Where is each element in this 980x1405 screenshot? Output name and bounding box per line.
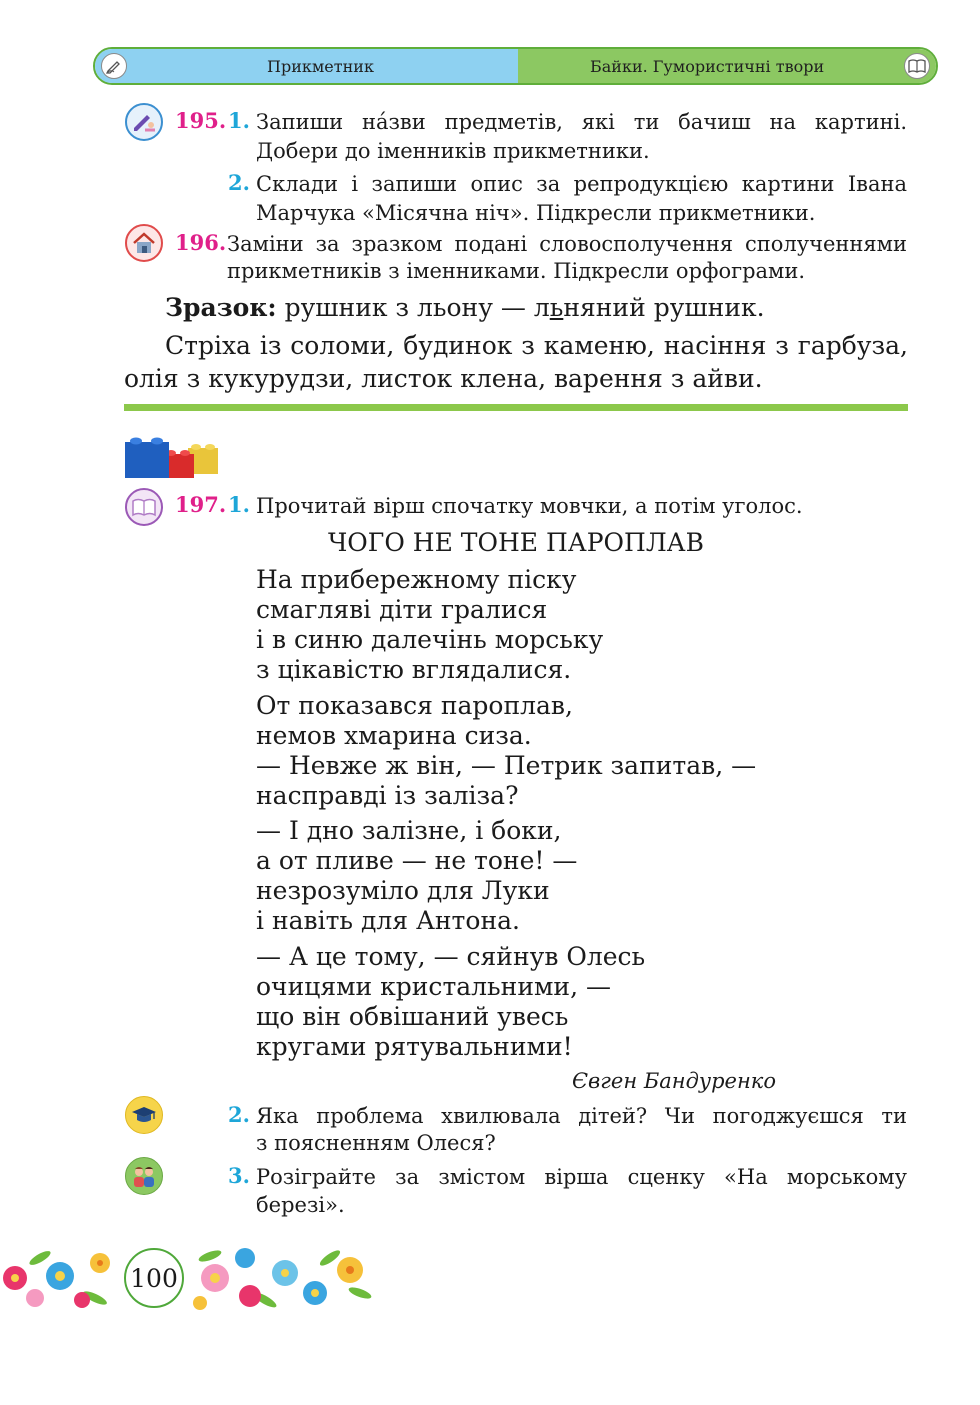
sample-orthogram: ь	[549, 293, 564, 322]
task-text: Склади і запиши опис за репродукцією картини Івана	[256, 172, 907, 196]
group-icon	[125, 1157, 163, 1195]
header-right-label: Байки. Гумористичні твори	[590, 56, 825, 76]
poem-author: Євген Бандуренко	[571, 1069, 776, 1093]
house-icon	[125, 224, 163, 262]
pen-icon	[101, 53, 127, 79]
flower-decoration	[0, 1238, 380, 1318]
poem-line: немов хмарина сиза.	[256, 721, 532, 750]
sample-label: Зразок:	[165, 293, 277, 322]
task-words: Стріха із соломи, будинок з каменю, насіння з гарбуза,	[165, 331, 908, 360]
book-icon	[904, 53, 930, 79]
exercise-number: 196.	[175, 230, 227, 255]
poem-line: смагляві діти гралися	[256, 595, 548, 624]
writing-icon	[125, 103, 163, 141]
sample-text: рушник з льону — л	[284, 293, 550, 322]
task-text: Яка проблема хвилювала дітей? Чи погоджуєшся ти	[256, 1104, 907, 1128]
poem-line: — Невже ж він, — Петрик запитав, —	[256, 751, 757, 780]
poem-line: насправді із заліза?	[256, 781, 519, 810]
task-words: олія з кукурудзи, листок клена, варення з айви.	[124, 364, 763, 393]
page-header	[93, 47, 938, 85]
task-text: з поясненням Олеся?	[256, 1131, 496, 1155]
poem-title: ЧОГО НЕ ТОНЕ ПАРОПЛАВ	[327, 528, 704, 557]
task-text: Розіграйте за змістом вірша сценку «На морському	[256, 1165, 907, 1189]
task-text: Добери до іменників прикметники.	[256, 139, 650, 163]
task-number: 1.	[228, 108, 250, 133]
poem-line: і в синю далечінь морську	[256, 625, 604, 654]
task-text: Марчука «Місячна ніч». Підкресли прикметники.	[256, 201, 816, 225]
task-text: Заміни за зразком подані словосполучення сполученнями	[227, 232, 907, 256]
poem-line: — І дно залізне, і боки,	[256, 816, 562, 845]
task-text: Прочитай вірш спочатку мовчки, а потім уголос.	[256, 494, 803, 518]
poem-line: незрозуміло для Луки	[256, 876, 550, 905]
poem-line: і навіть для Антона.	[256, 906, 520, 935]
poem-line: а от пливе — не тоне! —	[256, 846, 578, 875]
header-left-label: Прикметник	[267, 56, 374, 76]
task-number: 3.	[228, 1163, 250, 1188]
section-divider	[124, 404, 908, 411]
lego-blocks-icon	[124, 434, 220, 480]
header-topic	[95, 49, 518, 83]
task-text: березі».	[256, 1193, 345, 1217]
graduation-cap-icon	[125, 1096, 163, 1134]
task-number: 2.	[228, 1102, 250, 1127]
sample-text-end: няний рушник.	[563, 293, 765, 322]
sample-line	[165, 290, 765, 325]
poem-line: кругами рятувальними!	[256, 1032, 573, 1061]
open-book-icon	[125, 488, 163, 526]
task-number: 2.	[228, 170, 250, 195]
poem-line: — А це тому, — сяйнув Олесь	[256, 942, 646, 971]
poem-line: очицями кристальними, —	[256, 972, 611, 1001]
exercise-number: 197.	[175, 492, 227, 517]
task-number: 1.	[228, 492, 250, 517]
task-text: Запиши на́зви предметів, які ти бачиш на картині.	[256, 110, 907, 134]
exercise-number: 195.	[175, 108, 227, 133]
poem-line: з цікавістю вглядалися.	[256, 655, 572, 684]
poem-line: На прибережному піску	[256, 565, 577, 594]
page-number: 100	[124, 1248, 184, 1308]
poem-line: От показався пароплав,	[256, 691, 573, 720]
task-text: прикметників з іменниками. Підкресли орфограми.	[227, 259, 806, 283]
poem-line: що він обвішаний увесь	[256, 1002, 569, 1031]
header-section	[518, 49, 936, 83]
